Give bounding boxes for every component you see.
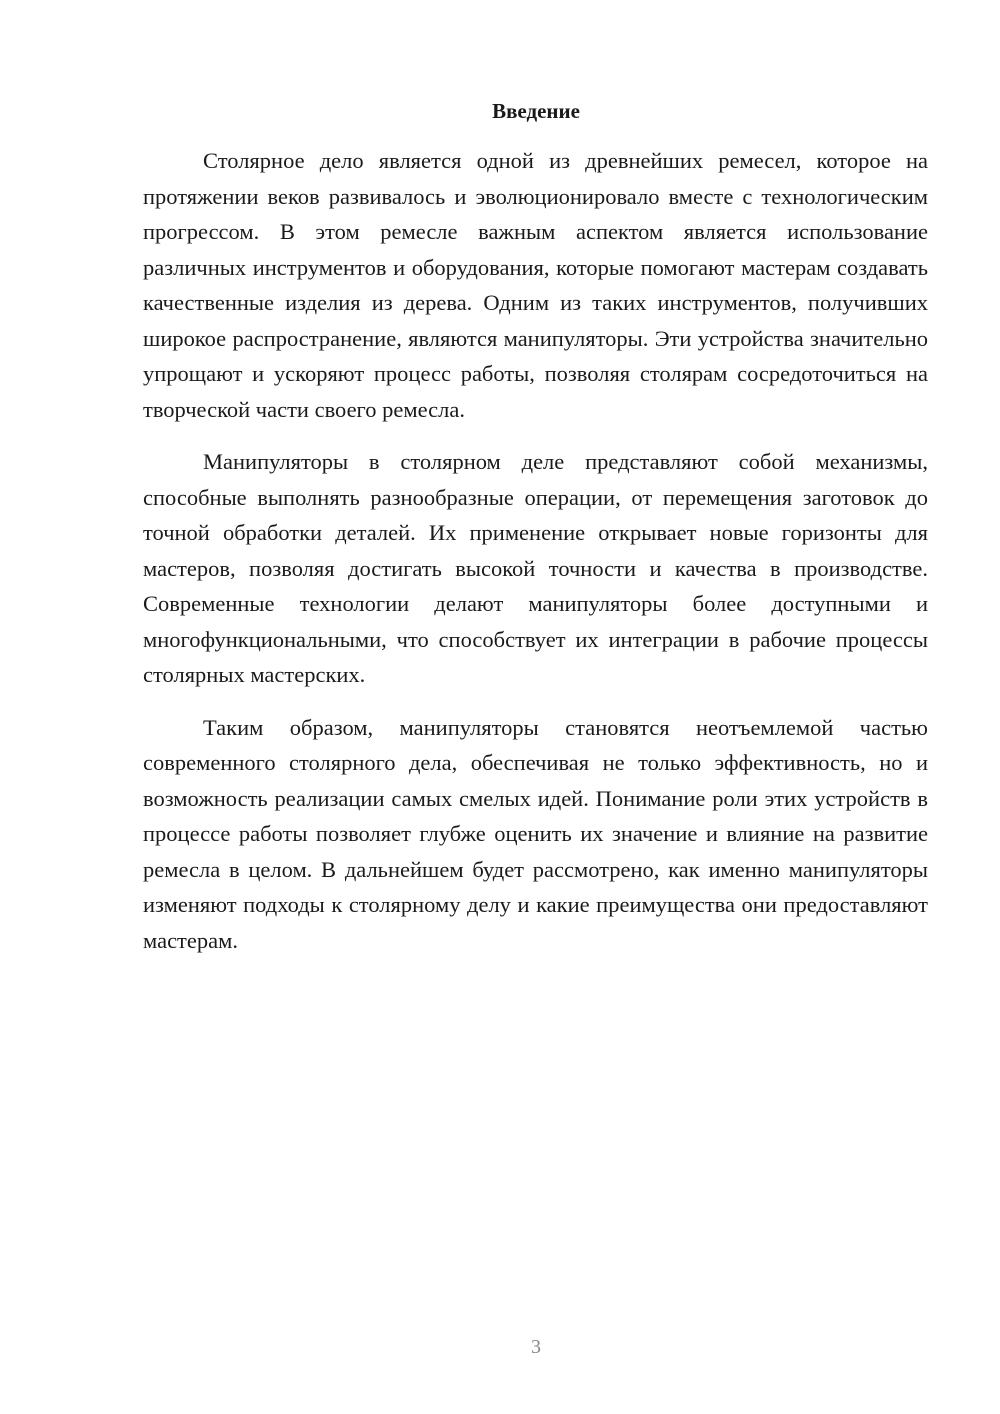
section-heading: Введение <box>492 99 580 123</box>
paragraph-2: Манипуляторы в столярном деле представляют собой механизмы, способные выполнять разнообразные операции, от перемещения заготовок до точной обработки деталей. Их применение открывает новые горизонты для мастеров, позволяя достигать высокой точности и качества в производстве. Современные технологии делают манипуляторы более доступными и многофункциональными, что способствует их интеграции в рабочие процессы столярных мастерских. <box>143 449 928 687</box>
paragraph-1: Столярное дело является одной из древнейших ремесел, которое на протяжении веков развивалось и эволюционировало вместе с технологическим прогрессом. В этом ремесле важным аспектом является использование различных инструментов и оборудования, которые помогают мастерам создавать качественные изделия из дерева. Одним из таких инструментов, получивших широкое распространение, являются манипуляторы. Эти устройства значительно упрощают и ускоряют процесс работы, позволяя столярам сосредоточиться на творческой части своего ремесла. <box>143 148 928 422</box>
body-text <box>143 143 928 975</box>
page-number: 3 <box>531 1336 541 1358</box>
paragraph-3: Таким образом, манипуляторы становятся неотъемлемой частью современного столярного дела, обеспечивая не только эффективность, но и возможность реализации самых смелых идей. Понимание роли этих устройств в процессе работы позволяет глубже оценить их значение и влияние на развитие ремесла в целом. В дальнейшем будет рассмотрено, как именно манипуляторы изменяют подходы к столярному делу и какие преимущества они предоставляют мастерам. <box>143 714 928 953</box>
